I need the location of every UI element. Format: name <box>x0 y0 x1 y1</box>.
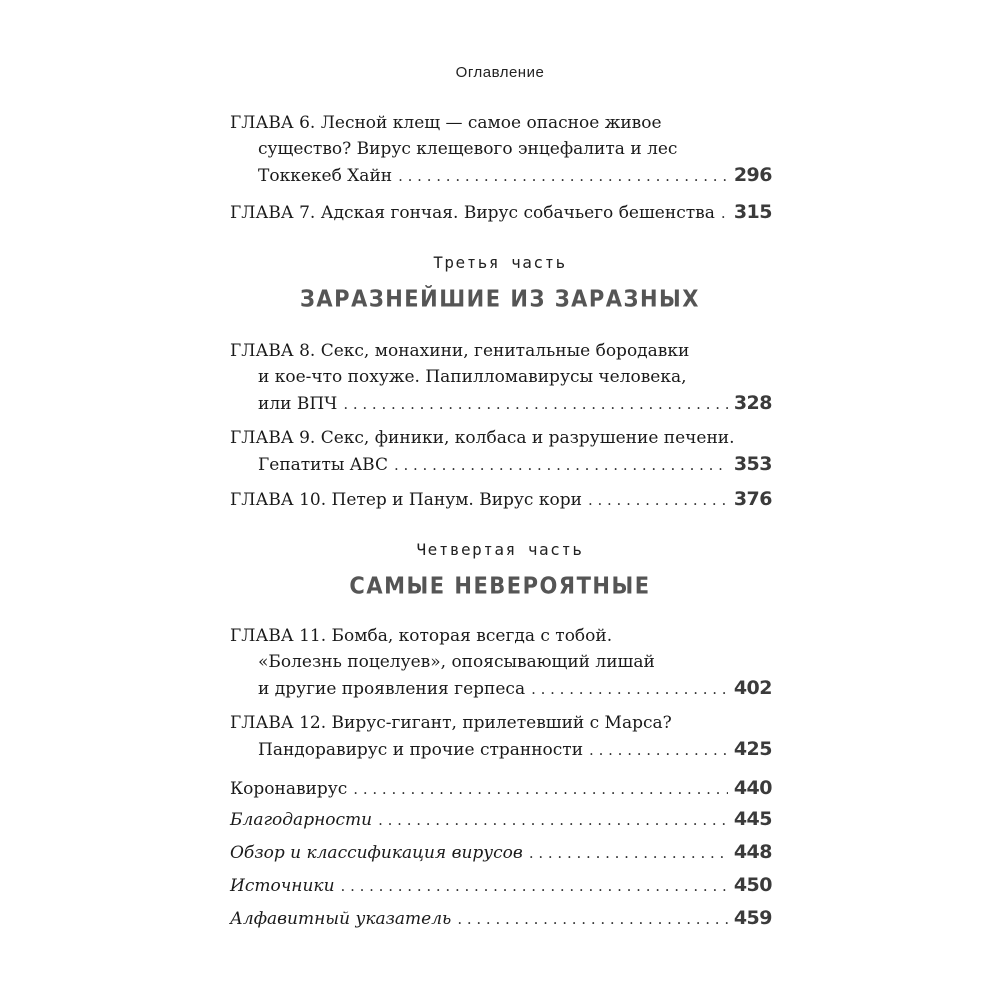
entry-line: и кое-что похуже. Папилломавирусы человека, <box>258 367 687 387</box>
page-number: 450 <box>733 874 772 896</box>
toc-entry-chapter-7[interactable] <box>230 199 772 226</box>
toc-entry-chapter-8[interactable] <box>230 338 772 417</box>
entry-line: Источники <box>230 876 335 896</box>
page-number: 402 <box>733 677 772 699</box>
dot-leader <box>589 737 728 763</box>
toc-section-1 <box>230 110 772 226</box>
dot-leader <box>353 776 728 802</box>
entry-line: Алфавитный указатель <box>230 909 452 929</box>
dot-leader <box>531 676 728 702</box>
entry-line: «Болезнь поцелуев», опоясывающий лишай <box>258 652 655 672</box>
part-4-title: САМЫЕ НЕВЕРОЯТНЫЕ <box>349 572 651 600</box>
part-4-label: Четвертая часть <box>416 540 584 559</box>
dot-leader <box>341 873 728 899</box>
entry-line: или ВПЧ <box>258 394 338 414</box>
dot-leader <box>529 840 728 866</box>
page-number: 425 <box>733 738 772 760</box>
page-number: 353 <box>733 453 772 475</box>
entry-line: ГЛАВА 12. Вирус-гигант, прилетевший с Марса? <box>230 713 672 733</box>
entry-line: ГЛАВА 10. Петер и Панум. Вирус кори <box>230 490 582 510</box>
toc-section-back-matter <box>230 806 772 932</box>
dot-leader <box>588 487 728 513</box>
part-3-title: ЗАРАЗНЕЙШИЕ ИЗ ЗАРАЗНЫХ <box>300 285 700 313</box>
toc-entry-chapter-11[interactable] <box>230 623 772 702</box>
page-number: 296 <box>733 164 772 186</box>
page-number: 315 <box>733 201 772 223</box>
toc-entry-chapter-10[interactable] <box>230 486 772 513</box>
toc-entry-acknowledgements[interactable] <box>230 806 772 833</box>
entry-line: Пандоравирус и прочие странности <box>258 740 584 760</box>
entry-line: Обзор и классификация вирусов <box>230 843 523 863</box>
dot-leader <box>457 906 728 932</box>
entry-line: существо? Вирус клещевого энцефалита и лес <box>258 139 678 159</box>
entry-line: ГЛАВА 11. Бомба, которая всегда с тобой. <box>230 626 613 646</box>
page-number: 440 <box>733 777 772 799</box>
toc-entry-chapter-12[interactable] <box>230 710 772 763</box>
toc-entry-chapter-6[interactable] <box>230 110 772 189</box>
dot-leader <box>398 163 728 189</box>
running-head: Оглавление <box>455 64 545 81</box>
entry-line: и другие проявления герпеса <box>258 679 526 699</box>
page-number: 459 <box>733 907 772 929</box>
entry-line: Коронавирус <box>230 779 348 799</box>
entry-line: Токкекеб Хайн <box>258 166 393 186</box>
dot-leader <box>343 391 728 417</box>
toc-entry-virus-overview[interactable] <box>230 839 772 866</box>
page-number: 448 <box>733 841 772 863</box>
entry-line: ГЛАВА 8. Секс, монахини, генитальные бородавки <box>230 341 690 361</box>
entry-line: Гепатиты ABC <box>258 455 388 475</box>
toc-entry-coronavirus[interactable] <box>230 775 772 802</box>
dot-leader <box>721 200 728 226</box>
entry-line: ГЛАВА 9. Секс, финики, колбаса и разрушение печени. <box>230 428 735 448</box>
toc-section-3 <box>230 623 772 802</box>
part-3-label: Третья часть <box>433 253 567 272</box>
entry-line: Благодарности <box>230 810 373 830</box>
toc-entry-chapter-9[interactable] <box>230 425 772 478</box>
dot-leader <box>394 452 728 478</box>
entry-line: ГЛАВА 6. Лесной клещ — самое опасное живое <box>230 113 662 133</box>
page-number: 328 <box>733 392 772 414</box>
toc-entry-sources[interactable] <box>230 872 772 899</box>
page-number: 445 <box>733 808 772 830</box>
page-number: 376 <box>733 488 772 510</box>
dot-leader <box>378 807 728 833</box>
toc-entry-index[interactable] <box>230 905 772 932</box>
toc-section-2 <box>230 338 772 513</box>
entry-line: ГЛАВА 7. Адская гончая. Вирус собачьего бешенства <box>230 203 715 223</box>
